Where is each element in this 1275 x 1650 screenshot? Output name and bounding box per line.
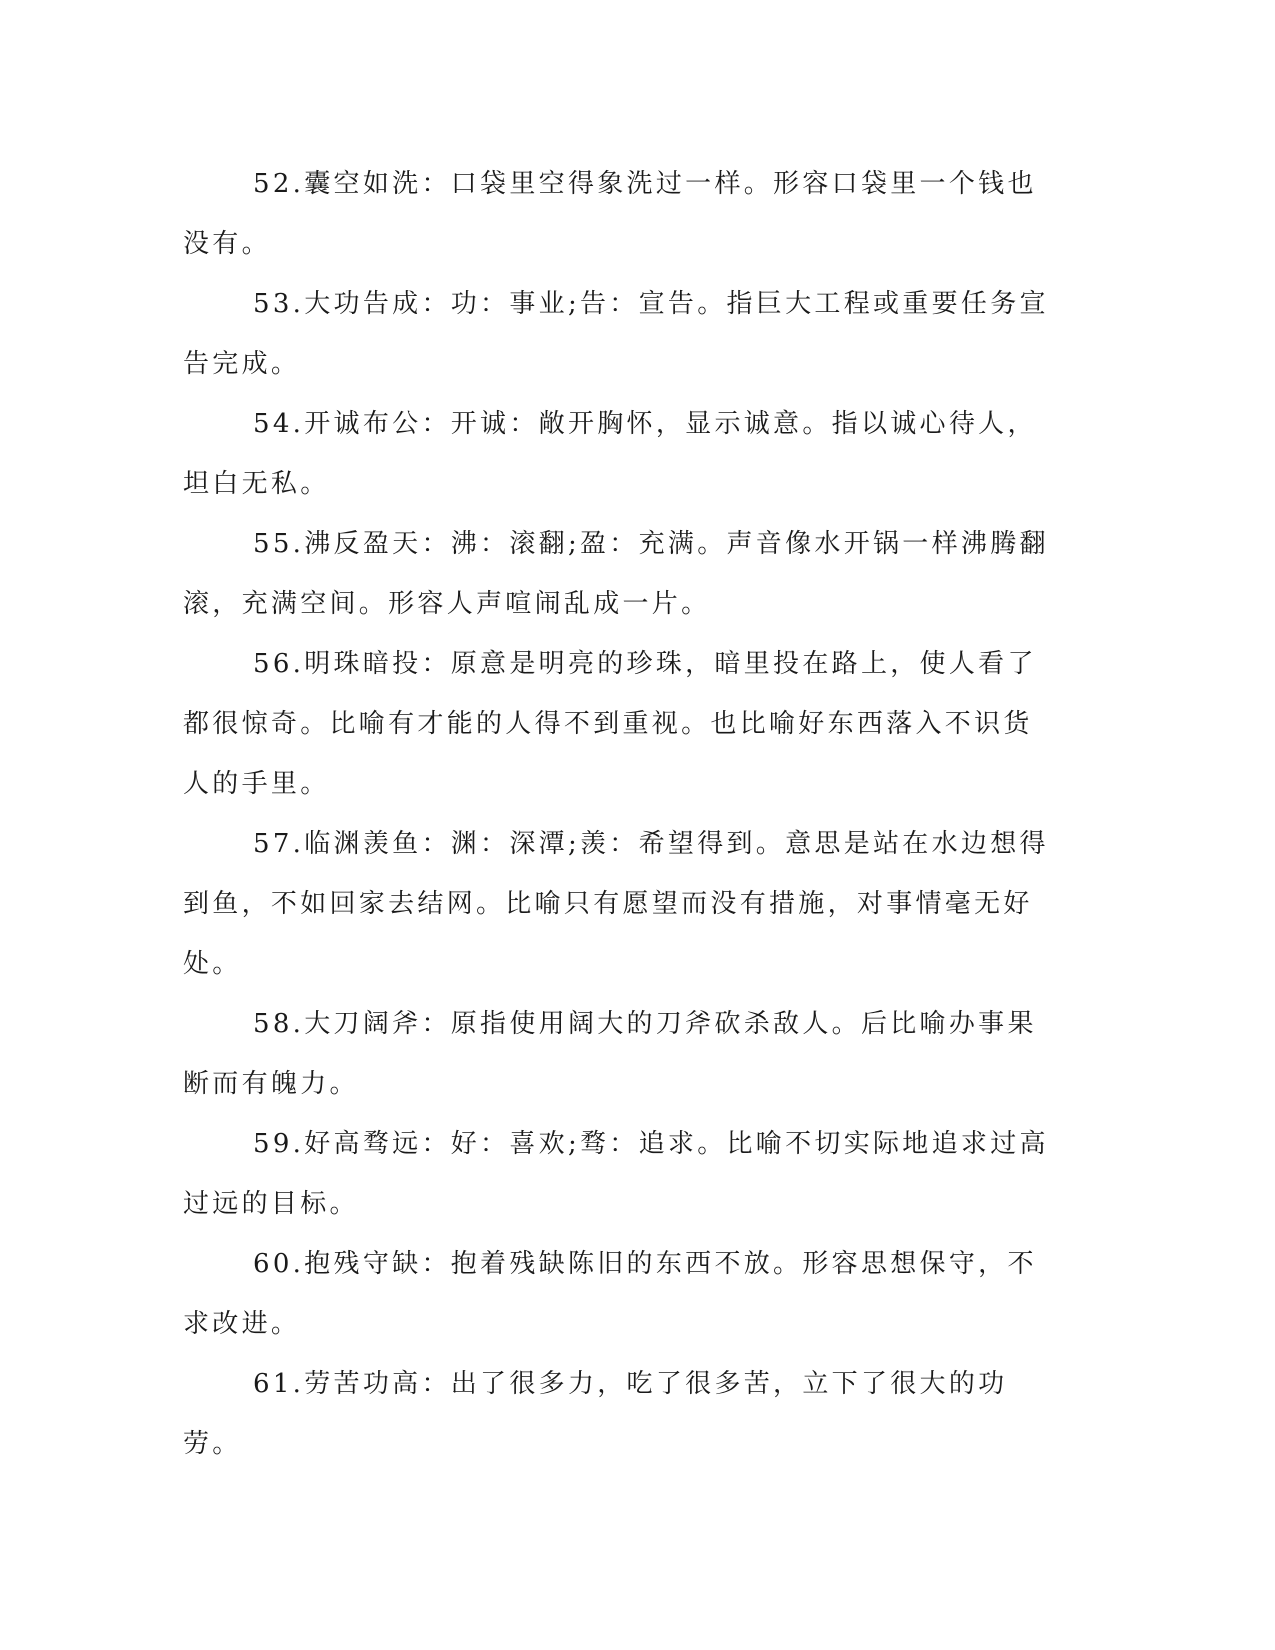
idiom-entry-52: 52.囊空如洗：口袋里空得象洗过一样。形容口袋里一个钱也没有。 xyxy=(183,169,1037,259)
idiom-entry-58: 58.大刀阔斧：原指使用阔大的刀斧砍杀敌人。后比喻办事果断而有魄力。 xyxy=(183,1009,1037,1099)
idiom-entry-60: 60.抱残守缺：抱着残缺陈旧的东西不放。形容思想保守，不求改进。 xyxy=(183,1249,1037,1339)
idiom-entry-61: 61.劳苦功高：出了很多力，吃了很多苦，立下了很大的功劳。 xyxy=(183,1369,1008,1459)
idiom-entry-57: 57.临渊羡鱼：渊：深潭;羡：希望得到。意思是站在水边想得到鱼，不如回家去结网。比喻只有愿望而没有措施，对事情毫无好处。 xyxy=(183,829,1049,979)
idiom-entry-53: 53.大功告成：功：事业;告：宣告。指巨大工程或重要任务宣告完成。 xyxy=(183,289,1049,379)
idiom-list xyxy=(183,154,1053,1474)
idiom-entry-55: 55.沸反盈天：沸：滚翻;盈：充满。声音像水开锅一样沸腾翻滚，充满空间。形容人声喧闹乱成一片。 xyxy=(183,529,1049,619)
idiom-entry-59: 59.好高骛远：好：喜欢;骛：追求。比喻不切实际地追求过高过远的目标。 xyxy=(183,1129,1049,1219)
idiom-entry-54: 54.开诚布公：开诚：敞开胸怀，显示诚意。指以诚心待人，坦白无私。 xyxy=(183,409,1037,499)
idiom-entry-56: 56.明珠暗投：原意是明亮的珍珠，暗里投在路上，使人看了都很惊奇。比喻有才能的人得不到重视。也比喻好东西落入不识货人的手里。 xyxy=(183,649,1037,799)
